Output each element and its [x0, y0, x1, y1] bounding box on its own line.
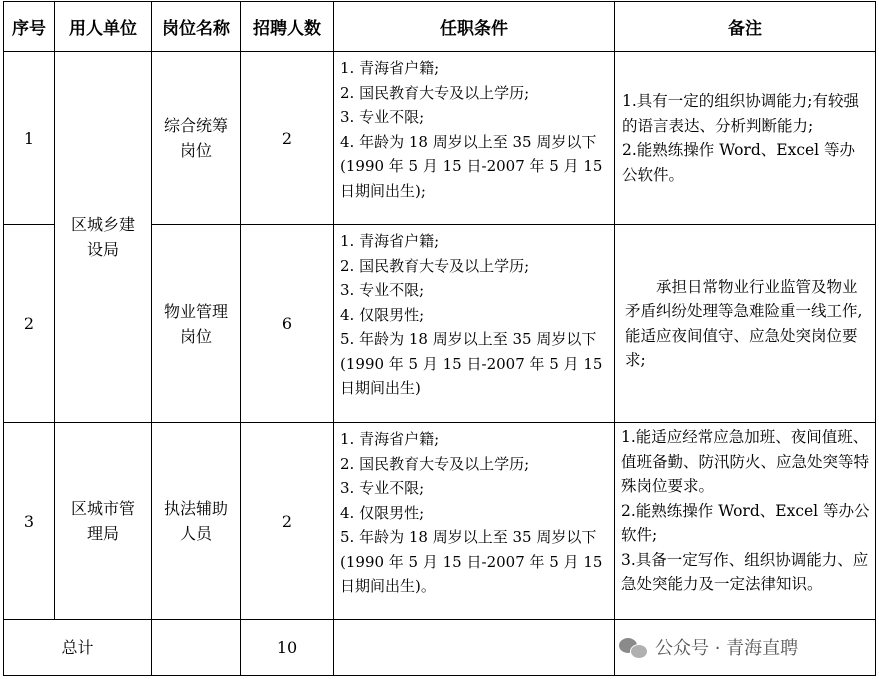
- total-empty-cell: [334, 620, 615, 676]
- header-row: [4, 2, 876, 52]
- post-name: [152, 423, 241, 620]
- requirement-item: 4. 仅限男性;: [340, 503, 425, 522]
- requirements: [334, 423, 615, 620]
- headcount: 2: [241, 423, 334, 620]
- requirements: [334, 52, 615, 225]
- watermark-text: 公众号 · 青海直聘: [655, 638, 799, 659]
- post-name: [152, 52, 241, 225]
- requirement-item: 4. 年龄为 18 周岁以上至 35 周岁以下(1990 年 5 月 15 日-2007 年 5 月 15 日期间出生);: [340, 132, 603, 200]
- header-requirements: 任职条件: [334, 2, 615, 52]
- employer-unit: [55, 52, 152, 423]
- post-name: [152, 225, 241, 423]
- requirement-item: 2. 国民教育大专及以上学历;: [340, 83, 530, 102]
- remark-item: 2.能熟练操作 Word、Excel 等办公软件。: [622, 141, 856, 184]
- employer-unit-line: 设局: [86, 240, 119, 259]
- headcount: 2: [241, 52, 334, 225]
- employer-unit-line: 理局: [86, 524, 119, 543]
- table-row: [4, 52, 876, 225]
- headcount: 6: [241, 225, 334, 423]
- total-count: 10: [241, 620, 334, 676]
- requirement-item: 3. 专业不限;: [340, 108, 425, 126]
- employer-unit-line: 区城市管: [70, 499, 135, 518]
- header-no: 序号: [4, 2, 55, 52]
- remarks: 承担日常物业行业监管及物业矛盾纠纷处理等急难险重一线工作,能适应夜间值守、应急处突岗位要求;: [615, 225, 876, 423]
- header-note: 备注: [615, 2, 876, 52]
- post-name-line: 人员: [179, 524, 212, 543]
- remark-item: 1.具有一定的组织协调能力;有较强的语言表达、分析判断能力;: [622, 92, 860, 135]
- wechat-icon: [619, 636, 647, 658]
- watermark: [619, 629, 798, 665]
- remark-item: 2.能熟练操作 Word、Excel 等办公软件;: [621, 501, 870, 544]
- remark-item: 3.具备一定写作、组织协调能力、应急处突能力及一定法律知识。: [621, 550, 869, 593]
- requirement-item: 5. 年龄为 18 周岁以上至 35 周岁以下(1990 年 5 月 15 日-2007 年 5 月 15 日期间出生)。: [340, 528, 603, 595]
- row-number: 3: [4, 423, 55, 620]
- requirement-item: 3. 专业不限;: [340, 479, 425, 497]
- requirement-item: 1. 青海省户籍;: [340, 59, 440, 77]
- post-name-line: 执法辅助: [163, 499, 228, 518]
- row-number: 1: [4, 52, 55, 225]
- requirement-item: 3. 专业不限;: [340, 281, 425, 299]
- row-number: 2: [4, 225, 55, 423]
- table-row: [4, 423, 876, 620]
- post-name-line: 物业管理: [163, 301, 228, 321]
- remark-item: 1.能适应经常应急加班、夜间值班、值班备勤、防汛防火、应急处突等特殊岗位要求。: [621, 428, 870, 495]
- requirement-item: 1. 青海省户籍;: [340, 232, 440, 250]
- requirements: [334, 225, 615, 423]
- header-unit: 用人单位: [55, 2, 152, 52]
- employer-unit-line: 区城乡建: [70, 215, 135, 234]
- requirement-item: 1. 青海省户籍;: [340, 430, 440, 448]
- post-name-line: 岗位: [179, 141, 212, 160]
- remarks: [615, 52, 876, 225]
- requirement-item: 5. 年龄为 18 周岁以上至 35 周岁以下(1990 年 5 月 15 日-2007 年 5 月 15 日期间出生): [340, 330, 603, 397]
- requirement-item: 2. 国民教育大专及以上学历;: [340, 256, 530, 275]
- post-name-line: 岗位: [179, 326, 212, 346]
- recruitment-table: [3, 1, 876, 676]
- requirement-item: 2. 国民教育大专及以上学历;: [340, 454, 530, 473]
- post-name-line: 综合统筹: [163, 116, 228, 135]
- requirement-item: 4. 仅限男性;: [340, 305, 425, 324]
- employer-unit: [55, 423, 152, 620]
- header-post: 岗位名称: [152, 2, 241, 52]
- header-count: 招聘人数: [241, 2, 334, 52]
- total-label: 总计: [4, 620, 152, 676]
- remarks: [615, 423, 876, 620]
- total-empty-cell: [152, 620, 241, 676]
